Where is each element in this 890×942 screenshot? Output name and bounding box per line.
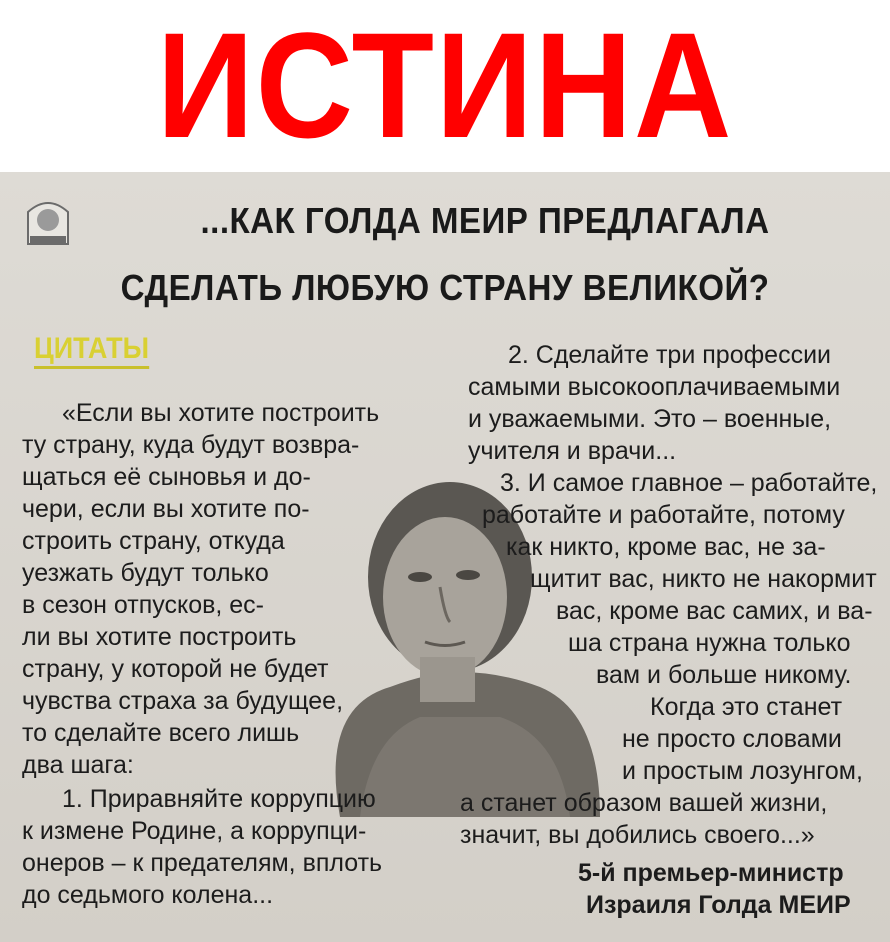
right-column-line: 3. И самое главное – работайте, [500, 469, 878, 497]
left-column-line: 1. Приравняйте коррупцию [62, 785, 376, 813]
headline-line-2: СДЕЛАТЬ ЛЮБУЮ СТРАНУ ВЕЛИКОЙ? [120, 267, 770, 308]
section-label: ЦИТАТЫ [34, 332, 149, 369]
left-column-line: «Если вы хотите построить [62, 399, 380, 427]
right-column-line: учителя и врачи... [468, 437, 677, 465]
right-column-line: щитит вас, никто не накормит [530, 565, 877, 593]
left-column-line: ту страну, куда будут возвра- [22, 431, 360, 459]
left-column-line: уезжать будут только [22, 559, 269, 587]
right-column-line: 2. Сделайте три профессии [508, 341, 831, 369]
signature-line-1: 5-й премьер-министр [578, 859, 844, 887]
right-column-line: ша страна нужна только [568, 629, 851, 657]
right-column-line: а станет образом вашей жизни, [460, 789, 828, 817]
left-column-line: чери, если вы хотите по- [22, 495, 310, 523]
right-column-line: работайте и работайте, потому [482, 501, 845, 529]
right-column-line: самыми высокооплачиваемыми [468, 373, 841, 401]
right-column-line: и уважаемыми. Это – военные, [468, 405, 832, 433]
left-column-line: онеров – к предателям, вплоть [22, 849, 383, 877]
left-column-line: то сделайте всего лишь [22, 719, 300, 747]
right-column-line: вам и больше никому. [596, 661, 852, 689]
page-title: ИСТИНА [156, 0, 734, 169]
left-column-line: чувства страха за будущее, [22, 687, 344, 715]
right-column-line: значит, вы добились своего...» [460, 821, 815, 849]
left-column-line: щаться её сыновья и до- [22, 463, 311, 491]
left-column-line: к измене Родине, а коррупци- [22, 817, 367, 845]
headline-line-1: ...КАК ГОЛДА МЕИР ПРЕДЛАГАЛА [200, 200, 770, 241]
left-column-line: два шага: [22, 751, 134, 779]
left-column-line: строить страну, откуда [22, 527, 285, 555]
left-column-line: ли вы хотите построить [22, 623, 297, 651]
newspaper-clipping [0, 172, 890, 942]
newspaper-logo-icon [22, 192, 74, 252]
right-column-line: не просто словами [622, 725, 842, 753]
right-column-line: вас, кроме вас самих, и ва- [556, 597, 873, 625]
right-column-line: Когда это станет [650, 693, 843, 721]
left-column-line: до седьмого колена... [22, 881, 274, 909]
signature-line-2: Израиля Голда МЕИР [586, 891, 851, 919]
left-column-line: в сезон отпусков, ес- [22, 591, 265, 619]
left-column-line: страну, у которой не будет [22, 655, 329, 683]
right-column-line: и простым лозунгом, [622, 757, 863, 785]
right-column-line: как никто, кроме вас, не за- [506, 533, 826, 561]
